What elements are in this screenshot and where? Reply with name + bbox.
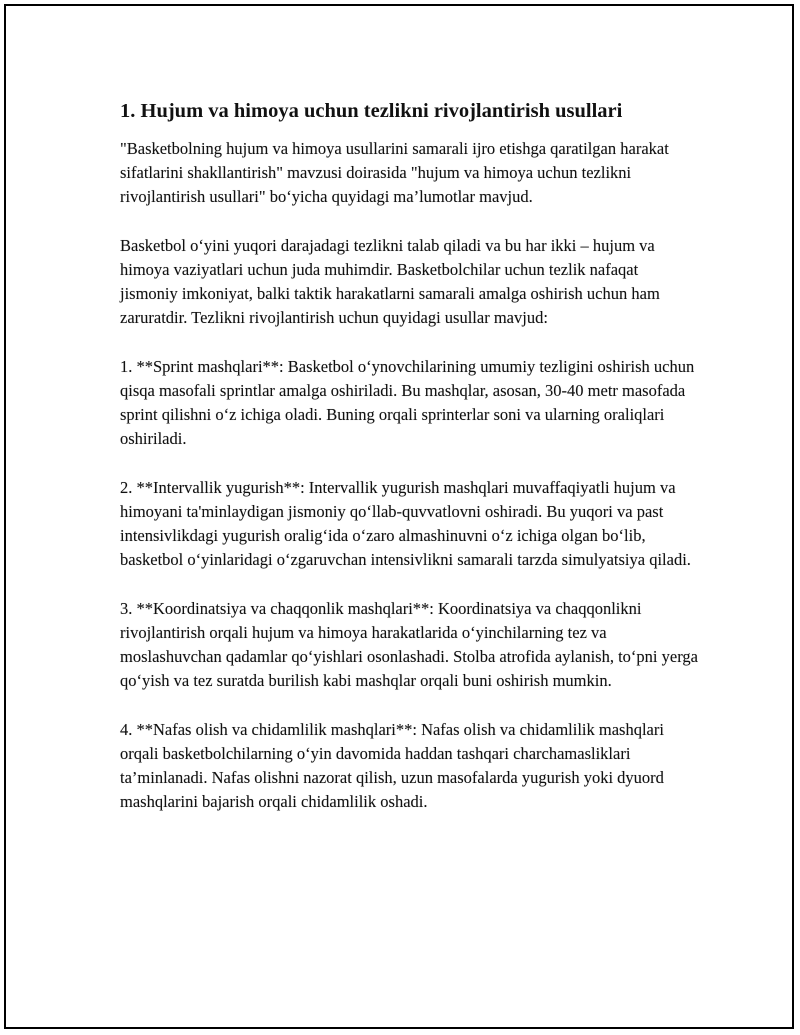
intro-paragraph: "Basketbolning hujum va himoya usullarini samarali ijro etishga qaratilgan harakat sifatlarini shakllantirish" mavzusi doirasida "hujum va himoya uchun tezlikni rivojlantirish usullari" bo‘yicha quyidagi ma’lumotlar mavjud. [120,139,669,207]
page-border [4,4,794,1029]
method-sprint-paragraph: 1. **Sprint mashqlari**: Basketbol o‘ynovchilarining umumiy tezligini oshirish uchun qisqa masofali sprintlar amalga oshiriladi. Bu mashqlar, asosan, 30-40 metr masofada sprint qilishni o‘z ichiga oladi. Buning orqali sprinterlar soni va ularning oraliqlari oshiriladi. [120,356,695,449]
overview-paragraph: Basketbol o‘yini yuqori darajadagi tezlikni talab qiladi va bu har ikki – hujum va himoya vaziyatlari uchun juda muhimdir. Basketbolchilar uchun tezlik nafaqat jismoniy imkoniyat, balki taktik harakatlarni samarali amalga oshirish uchun ham zaruratdir. Tezlikni rivojlantirish uchun quyidagi usullar mavjud: [120,235,660,328]
section-heading: 1. Hujum va himoya uchun tezlikni rivojlantirish usullari [120,100,623,122]
method-interval-paragraph: 2. **Intervallik yugurish**: Intervallik yugurish mashqlari muvaffaqiyatli hujum va himoyani ta'minlaydigan jismoniy qo‘llab-quvvatlovni oshiradi. Bu yuqori va past intensivlikdagi yugurish oralig‘ida o‘zaro almashinuvni o‘z ichiga olgan bo‘lib, basketbol o‘yinlaridagi o‘zgaruvchan intensivlikni samarali tarzda simulyatsiya qiladi. [120,477,691,570]
document-body [120,98,700,839]
method-coordination-paragraph: 3. **Koordinatsiya va chaqqonlik mashqlari**: Koordinatsiya va chaqqonlikni rivojlantirish orqali hujum va himoya harakatlarida o‘yinchilarning tez va moslashuvchan qadamlar qo‘yishlari osonlashadi. Stolba atrofida aylanish, to‘pni yerga qo‘yish va tez suratda burilish kabi mashqlar orqali buni oshirish mumkin. [120,598,698,691]
method-endurance-paragraph: 4. **Nafas olish va chidamlilik mashqlari**: Nafas olish va chidamlilik mashqlari orqali basketbolchilarning o‘yin davomida haddan tashqari charchamasliklari ta’minlanadi. Nafas olishni nazorat qilish, uzun masofalarda yugurish yoki dyuord mashqlarini bajarish orqali chidamlilik oshadi. [120,719,664,812]
